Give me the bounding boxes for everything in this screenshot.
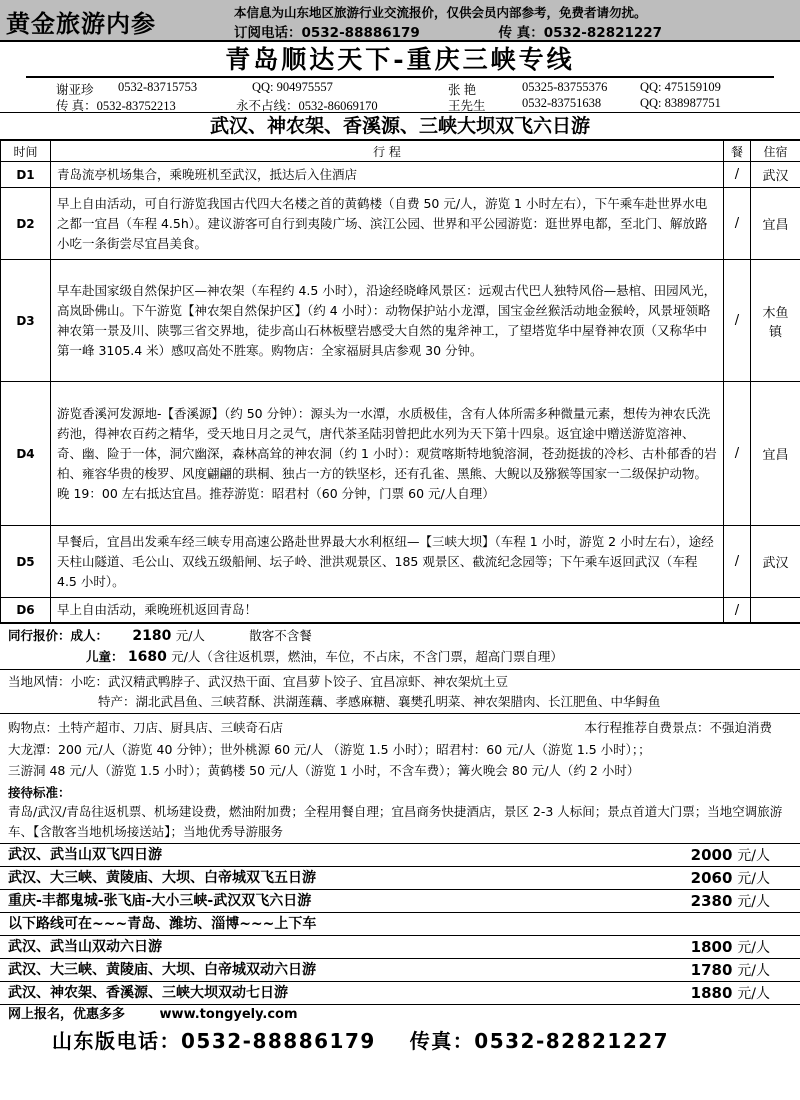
day-meal: /	[724, 188, 751, 260]
route-price-row	[0, 959, 800, 982]
web-label: 网上报名，优惠多多	[8, 1007, 126, 1022]
child-label: 儿童：	[86, 648, 124, 664]
route-price-row	[0, 890, 800, 913]
optional-spots-2: 三游洞 48 元/人（游览 1.5 小时）；黄鹤楼 50 元/人（游览 1 小时，不含车费）；篝火晚会 80 元/人（约 2 小时）	[8, 763, 640, 778]
day-label: D4	[1, 382, 51, 526]
route-price-unit: 元/人	[737, 986, 770, 1002]
contact-name: 张 艳	[448, 83, 477, 97]
day-meal: /	[724, 598, 751, 623]
child-price: 1680	[127, 648, 167, 665]
day-meal: /	[724, 382, 751, 526]
route-title: 武汉、神农架、香溪源、三峡大坝双飞六日游	[0, 112, 800, 140]
route-price: 1880	[690, 984, 733, 1002]
footer-contacts	[0, 1025, 800, 1057]
day-description: 早车赴国家级自然保护区—神农架（车程约 4.5 小时），沿途经晓峰风景区：远观古代巴人独特风俗—悬棺、田园风光，高岚卧佛山。下午游览【神农架自然保护区】（约 4 小时）：动物保护站小龙潭，国宝金丝猴活动地金猴岭，风景垭领略神农第一景及川、陕鄂三省交界地，徒步高山石林板壁岩感受大自然的鬼斧神工，了望塔览华中屋脊神农顶（又称华中第一峰 3105.4 米）感叹高处不胜寒。购物店：全家福厨具店参观 30 分钟。	[51, 260, 724, 382]
route-price-unit: 元/人	[737, 963, 770, 979]
itinerary-table	[0, 140, 800, 623]
adult-price-line	[8, 626, 792, 647]
agency-title: 青岛顺达天下-重庆三峡专线	[225, 45, 575, 74]
footer-phone: 山东版电话：0532-88886179	[52, 1029, 376, 1053]
web-url-link[interactable]: www.tongyely.com	[159, 1007, 298, 1022]
day-label: D1	[1, 162, 51, 188]
adult-price-unit: 元/人	[175, 628, 205, 643]
brand-title: 黄金旅游内参	[6, 10, 156, 38]
route-name: 武汉、大三峡、黄陵庙、大坝、白帝城双动六日游	[8, 962, 316, 978]
table-row	[1, 162, 800, 188]
route-price-unit: 元/人	[737, 871, 770, 887]
contact-fax: 传 真：0532-83752213	[56, 99, 176, 113]
header-stay: 住宿	[751, 141, 800, 162]
contact-name: 谢亚珍	[56, 83, 94, 97]
route-name: 武汉、武当山双动六日游	[8, 939, 162, 955]
table-row	[1, 598, 800, 623]
route-price-row	[0, 982, 800, 1005]
top-banner	[0, 0, 800, 42]
day-description: 青岛流亭机场集合，乘晚班机至武汉，抵达后入住酒店	[51, 162, 724, 188]
route-name: 武汉、武当山双飞四日游	[8, 847, 162, 863]
standard-text: 青岛/武汉/青岛往返机票、机场建设费，燃油附加费；全程用餐自理；宜昌商务快捷酒店，景区 2-3 人标间；景点首道大门票；当地空调旅游车、【含散客当地机场接送站】；当地优秀导游服务	[8, 804, 783, 839]
day-stay: 宜昌	[751, 188, 800, 260]
shopping-header	[8, 718, 792, 738]
day-label: D2	[1, 188, 51, 260]
bus-route-note: 以下路线可在~~~青岛、潍坊、淄博~~~上下车	[0, 913, 800, 936]
route-name: 武汉、神农架、香溪源、三峡大坝双动七日游	[8, 985, 288, 1001]
route-price-row	[0, 936, 800, 959]
day-description: 游览香溪河发源地-【香溪源】（约 50 分钟）：源头为一水潭，水质极佳，含有人体所需多种微量元素，想传为神农氏洗药池，得神农百药之精华，受天地日月之灵气，唐代茶圣陆羽曾把此水列为天下第十四泉。返宜途中赠送游览溶神、奇、幽、险于一体，洞穴幽深，森林高耸的神农洞（约 1 小时）：观赏喀斯特地貌溶洞，苍劲挺拔的冷杉、古朴郁香的岩柏、雍容华贵的梭罗、风度翩翩的珙桐、独占一方的铁坚杉，还有孔雀、黑熊、大鲵以及猕猴等国家一二级保护动物。晚 19：00 左右抵达宜昌。推荐游览：昭君村（60 分钟，门票 60 元/人自理）	[51, 382, 724, 526]
day-stay: 宜昌	[751, 382, 800, 526]
day-meal: /	[724, 526, 751, 598]
banner-phones	[234, 21, 676, 41]
standard-title: 接待标准：	[8, 784, 71, 800]
day-meal: /	[724, 162, 751, 188]
contact-phone: 0532-83751638	[522, 96, 602, 110]
route-price: 2060	[690, 869, 733, 887]
day-stay	[751, 598, 800, 623]
route-price-unit: 元/人	[737, 894, 770, 910]
info-section	[0, 623, 800, 1005]
day-stay: 木鱼镇	[751, 260, 800, 382]
web-signup	[0, 1005, 800, 1025]
local-snacks: 当地风情：小吃：武汉精武鸭脖子、武汉热干面、宜昌萝卜饺子、宜昌凉虾、神农架炕土豆	[8, 674, 509, 689]
pricing-block	[0, 624, 800, 670]
route-price: 2000	[690, 846, 733, 864]
contact-phone: 0532-83715753	[118, 80, 198, 94]
contact-phone: 05325-83755376	[522, 80, 608, 94]
order-phone: 订阅电话：0532-88886179	[234, 25, 420, 41]
route-name: 重庆-丰都鬼城-张飞庙-大小三峡-武汉双飞六日游	[8, 893, 312, 909]
banner-fax: 传 真：0532-82821227	[498, 25, 663, 41]
contact-name: 王先生	[448, 99, 486, 113]
route-price-unit: 元/人	[737, 940, 770, 956]
optional-spots-1: 大龙潭：200 元/人（游览 40 分钟）；世外桃源 60 元/人 （游览 1.5 小时）；昭君村：60 元/人（游览 1.5 小时）；；	[8, 741, 651, 757]
day-description: 早上自由活动，可自行游览我国古代四大名楼之首的黄鹤楼（自费 50 元/人，游览 1 小时左右），下午乘车赴世界水电之都一宜昌（车程 4.5h）。建议游客可自行到夷陵广场、滨江公园、世界和平公园游览：逛世界电都，至北门、解放路小吃一条街尝尽宜昌美食。	[51, 188, 724, 260]
day-label: D3	[1, 260, 51, 382]
header-itinerary: 行 程	[51, 141, 724, 162]
local-block	[0, 670, 800, 714]
day-description: 早餐后，宜昌出发乘车经三峡专用高速公路赴世界最大水利枢纽—【三峡大坝】（车程 1 小时，游览 2 小时左右），途经天柱山隧道、毛公山、双线五级船闸、坛子岭、泄洪观景区、185 观景区、截流纪念园等；下午乘车返回武汉（车程 4.5 小时）。	[51, 526, 724, 598]
day-stay: 武汉	[751, 162, 800, 188]
route-price: 2380	[690, 892, 733, 910]
contact-qq: QQ: 475159109	[640, 80, 721, 94]
contact-block	[0, 78, 800, 112]
contact-qq: QQ: 838987751	[640, 96, 721, 110]
child-price-line	[8, 647, 792, 668]
route-name: 武汉、大三峡、黄陵庙、大坝、白帝城双飞五日游	[8, 870, 316, 886]
header-time: 时间	[1, 141, 51, 162]
member-notice: 本信息为山东地区旅游行业交流报价，仅供会员内部参考，免费者请勿扰。	[234, 5, 647, 20]
adult-note: 散客不含餐	[249, 628, 312, 643]
route-price: 1780	[690, 961, 733, 979]
day-label: D5	[1, 526, 51, 598]
day-stay: 武汉	[751, 526, 800, 598]
adult-price: 2180	[132, 628, 172, 644]
route-price: 1800	[690, 938, 733, 956]
shopping-block	[0, 714, 800, 844]
contact-qq: QQ: 904975557	[252, 80, 333, 94]
table-row	[1, 260, 800, 382]
contact-hotline: 永不占线：0532-86069170	[236, 99, 378, 113]
day-label: D6	[1, 598, 51, 623]
route-price-row	[0, 867, 800, 890]
footer-fax: 传真：0532-82821227	[409, 1029, 670, 1053]
table-row	[1, 188, 800, 260]
table-row	[1, 526, 800, 598]
header-meal: 餐	[724, 141, 751, 162]
route-price-unit: 元/人	[737, 848, 770, 864]
child-note: 元/人（含往返机票，燃油，车位，不占床，不含门票，超高门票自理）	[171, 648, 563, 664]
route-price-row	[0, 844, 800, 867]
shopping-shops: 购物点：土特产超市、刀店、厨具店、三峡奇石店	[8, 720, 284, 735]
local-specialties: 特产：湖北武昌鱼、三峡苕酥、洪湖莲藕、孝感麻糖、襄樊孔明菜、神农架腊肉、长江肥鱼、中华鲟鱼	[98, 693, 661, 709]
table-header-row	[1, 141, 800, 162]
pricing-label: 同行报价：成人：	[8, 628, 109, 643]
table-row	[1, 382, 800, 526]
day-description: 早上自由活动，乘晚班机返回青岛！	[51, 598, 724, 623]
day-meal: /	[724, 260, 751, 382]
shopping-recommend: 本行程推荐自费景点：不强迫消费	[584, 720, 772, 735]
